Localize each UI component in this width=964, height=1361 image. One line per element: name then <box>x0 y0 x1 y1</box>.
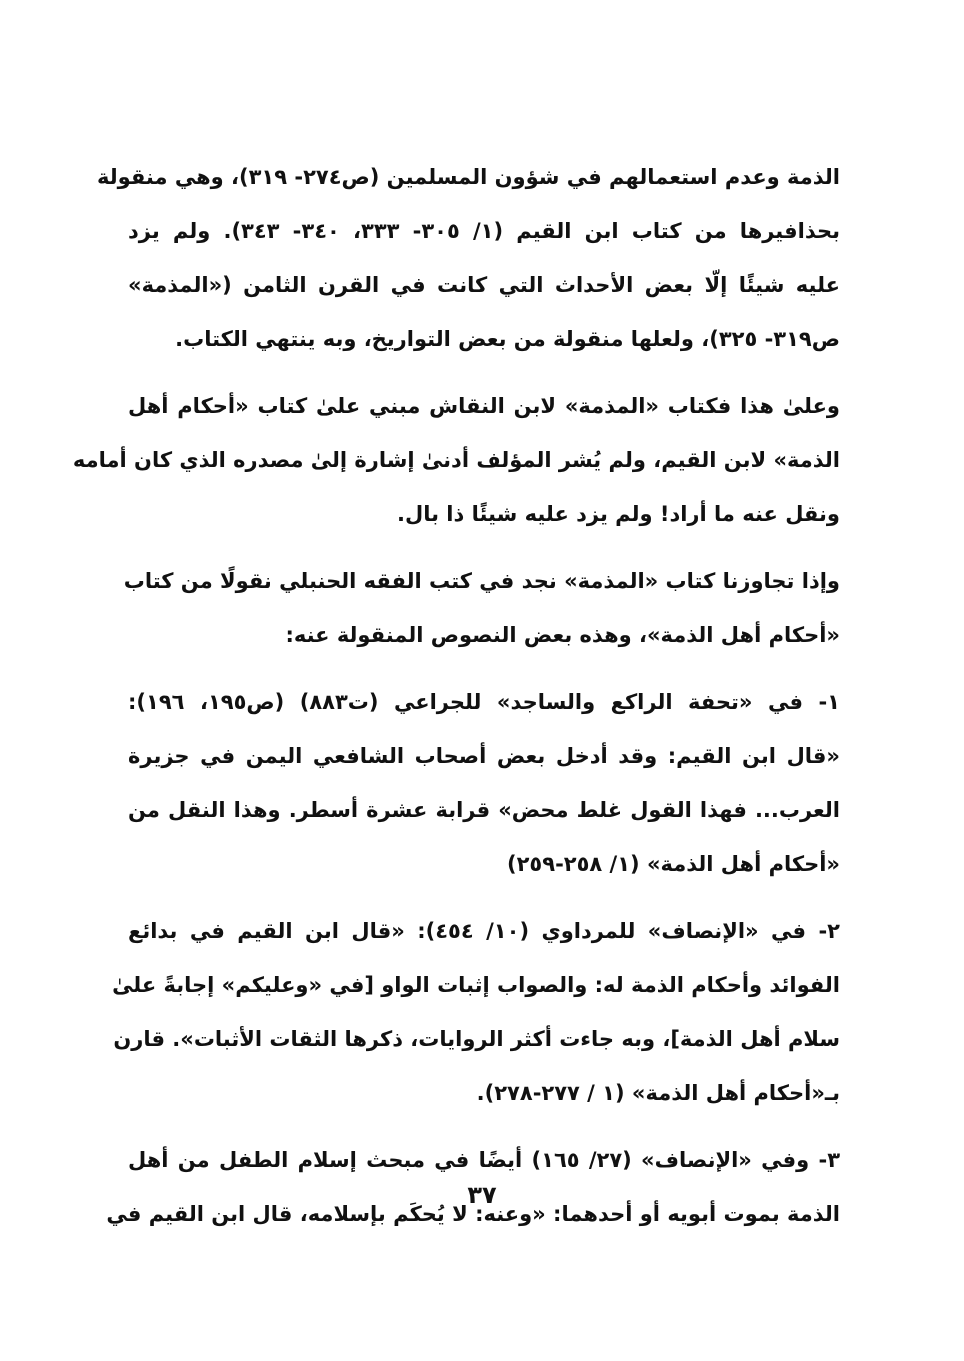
paragraph-2 <box>72 379 840 541</box>
text-line: ١- في «تحفة الراكع والساجد» للجراعي (ت٨٨٣) (ص١٩٥، ١٩٦): <box>128 690 840 714</box>
text-line: ٣- وفي «الإنصاف» (٢٧/ ١٦٥) أيضًا في مبحث إسلام الطفل من أهل <box>128 1148 841 1172</box>
text-line: «أحكام أهل الذمة»، وهذه بعض النصوص المنقولة عنه: <box>285 623 840 647</box>
text-line: سلام أهل الذمة]، وبه جاءت أكثر الروايات، ذكرها الثقات الأثبات». قارن <box>113 1027 840 1051</box>
text-line: بـ«أحكام أهل الذمة» (١ / ٢٧٧-٢٧٨). <box>476 1081 840 1105</box>
paragraph-1 <box>97 150 840 366</box>
text-line: وعلىٰ هذا فكتاب «المذمة» لابن النقاش مبني علىٰ كتاب «أحكام أهل <box>128 394 840 418</box>
text-line: ٢- في «الإنصاف» للمرداوي (١٠/ ٤٥٤): «قال ابن القيم في بدائع <box>128 919 840 943</box>
paragraph-3 <box>123 554 840 662</box>
text-line: الذمة وعدم استعمالهم في شؤون المسلمين (ص٢٧٤- ٣١٩)، وهي منقولة <box>97 165 840 189</box>
text-line: وإذا تجاوزنا كتاب «المذمة» نجد في كتب الفقه الحنبلي نقولًا من كتاب <box>123 569 840 593</box>
text-line: بحذافيرها من كتاب ابن القيم (١/ ٣٠٥- ٣٣٣، ٣٤٠- ٣٤٣). ولم يزد <box>128 219 840 243</box>
text-line: عليه شيئًا إلّا بعض الأحداث التي كانت في القرن الثامن («المذمة» <box>128 273 840 297</box>
text-line: الذمة بموت أبويه أو أحدهما: «وعنه: لا يُحكَم بإسلامه، قال ابن القيم في <box>106 1202 840 1226</box>
text-line: الفوائد وأحكام الذمة له: والصواب إثبات الواو [في «وعليكم» إجابةً علىٰ <box>112 973 840 997</box>
text-line: ص٣١٩- ٣٢٥)، ولعلها منقولة من بعض التواريخ، وبه ينتهي الكتاب. <box>175 327 840 351</box>
body-text <box>72 150 841 1254</box>
text-line: ونقل عنه ما أراد! ولم يزد عليه شيئًا ذا بال. <box>397 502 840 526</box>
text-line: العرب... فهذا القول غلط محض» قرابة عشرة أسطر. وهذا النقل من <box>128 798 840 822</box>
text-line: «قال ابن القيم: وقد أدخل بعض أصحاب الشافعي اليمن في جزيرة <box>128 744 840 768</box>
page-number: ٣٧ <box>467 1181 497 1209</box>
text-line: الذمة» لابن القيم، ولم يُشر المؤلف أدنىٰ إشارة إلىٰ مصدره الذي كان أمامه <box>72 448 840 472</box>
text-line: «أحكام أهل الذمة» (١/ ٢٥٨-٢٥٩) <box>507 852 840 876</box>
paragraph-4 <box>128 675 840 891</box>
paragraph-5 <box>112 904 840 1120</box>
